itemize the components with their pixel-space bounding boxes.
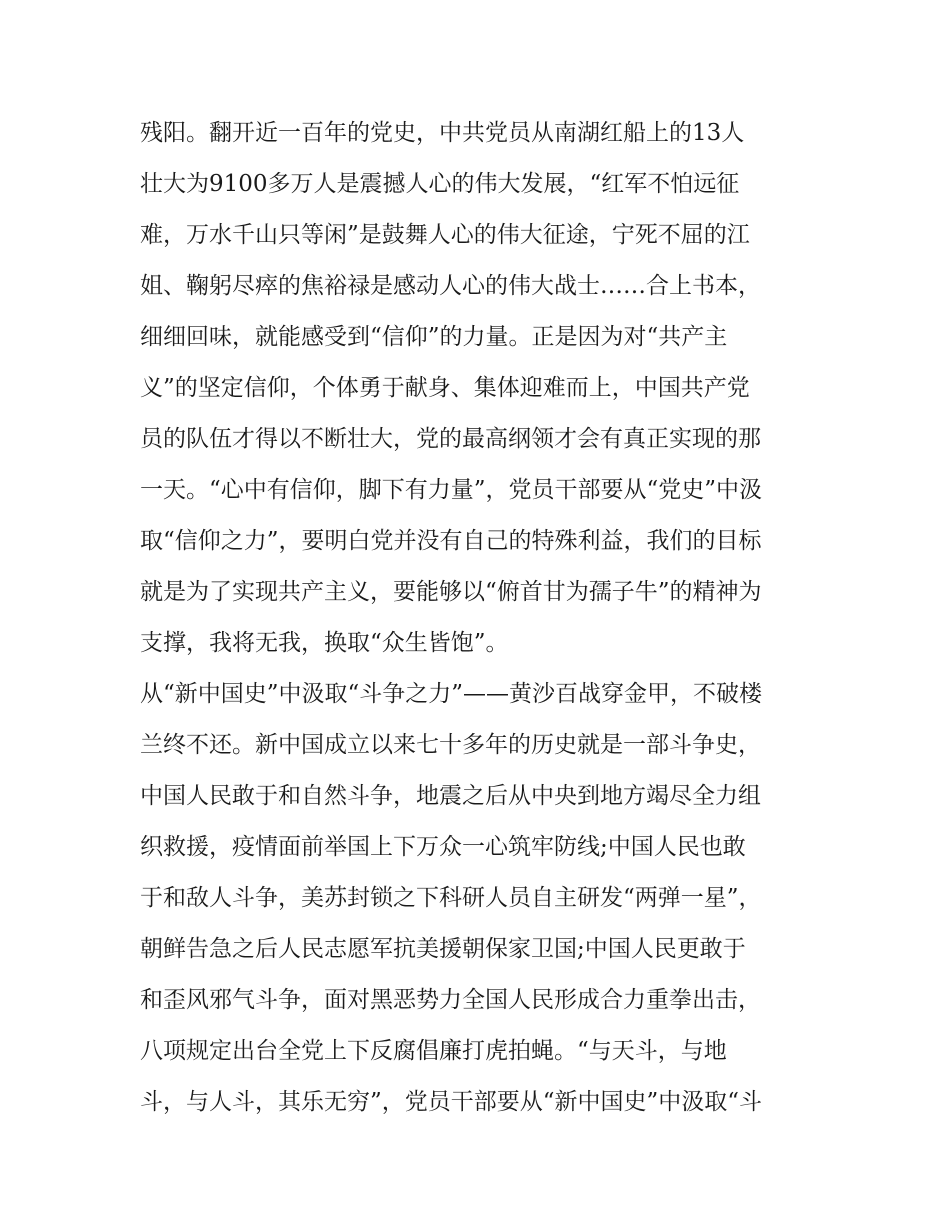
text-line-8: 一天。“心中有信仰，脚下有力量”，党员干部要从“党史”中汲 <box>140 477 763 503</box>
text-line-7: 员的队伍才得以不断壮大，党的最高纲领才会有真正实现的那 <box>140 426 761 452</box>
text-line-19: 八项规定出台全党上下反腐倡廉打虎拍蝇。“与天斗，与地 <box>140 1038 727 1064</box>
text-line-11: 支撑，我将无我，换取“众生皆饱”。 <box>140 630 509 656</box>
text-line-4: 姐、鞠躬尽瘁的焦裕禄是感动人心的伟大战士……合上书本， <box>140 273 761 299</box>
text-line-9: 取“信仰之力”，要明白党并没有自己的特殊利益，我们的目标 <box>140 528 762 554</box>
text-line-15: 织救援，疫情面前举国上下万众一心筑牢防线;中国人民也敢 <box>140 834 746 860</box>
text-line-2: 壮大为9100多万人是震撼人心的伟大发展，“红军不怕远征 <box>140 171 740 197</box>
text-line-16: 于和敌人斗争，美苏封锁之下科研人员自主研发“两弹一星”， <box>140 885 762 911</box>
text-line-3: 难，万水千山只等闲”是鼓舞人心的伟大征途，宁死不屈的江 <box>140 222 750 248</box>
text-line-14: 中国人民敢于和自然斗争，地震之后从中央到地方竭尽全力组 <box>140 783 761 809</box>
text-line-10: 就是为了实现共产主义，要能够以“俯首甘为孺子牛”的精神为 <box>140 579 762 605</box>
text-line-13: 兰终不还。新中国成立以来七十多年的历史就是一部斗争史， <box>140 732 761 758</box>
text-line-20: 斗，与人斗，其乐无穷”，党员干部要从“新中国史”中汲取“斗 <box>140 1089 763 1115</box>
text-line-5: 细细回味，就能感受到“信仰”的力量。正是因为对“共产主 <box>140 324 728 350</box>
text-line-1: 残阳。翻开近一百年的党史，中共党员从南湖红船上的13人 <box>140 120 745 146</box>
text-line-6: 义”的坚定信仰，个体勇于献身、集体迎难而上，中国共产党 <box>140 375 750 401</box>
text-line-18: 和歪风邪气斗争，面对黑恶势力全国人民形成合力重拳出击， <box>140 987 761 1013</box>
text-line-12: 从“新中国史”中汲取“斗争之力”——黄沙百战穿金甲，不破楼 <box>140 681 763 707</box>
document-body <box>140 108 830 1128</box>
text-line-17: 朝鲜告急之后人民志愿军抗美援朝保家卫国;中国人民更敢于 <box>140 936 746 962</box>
